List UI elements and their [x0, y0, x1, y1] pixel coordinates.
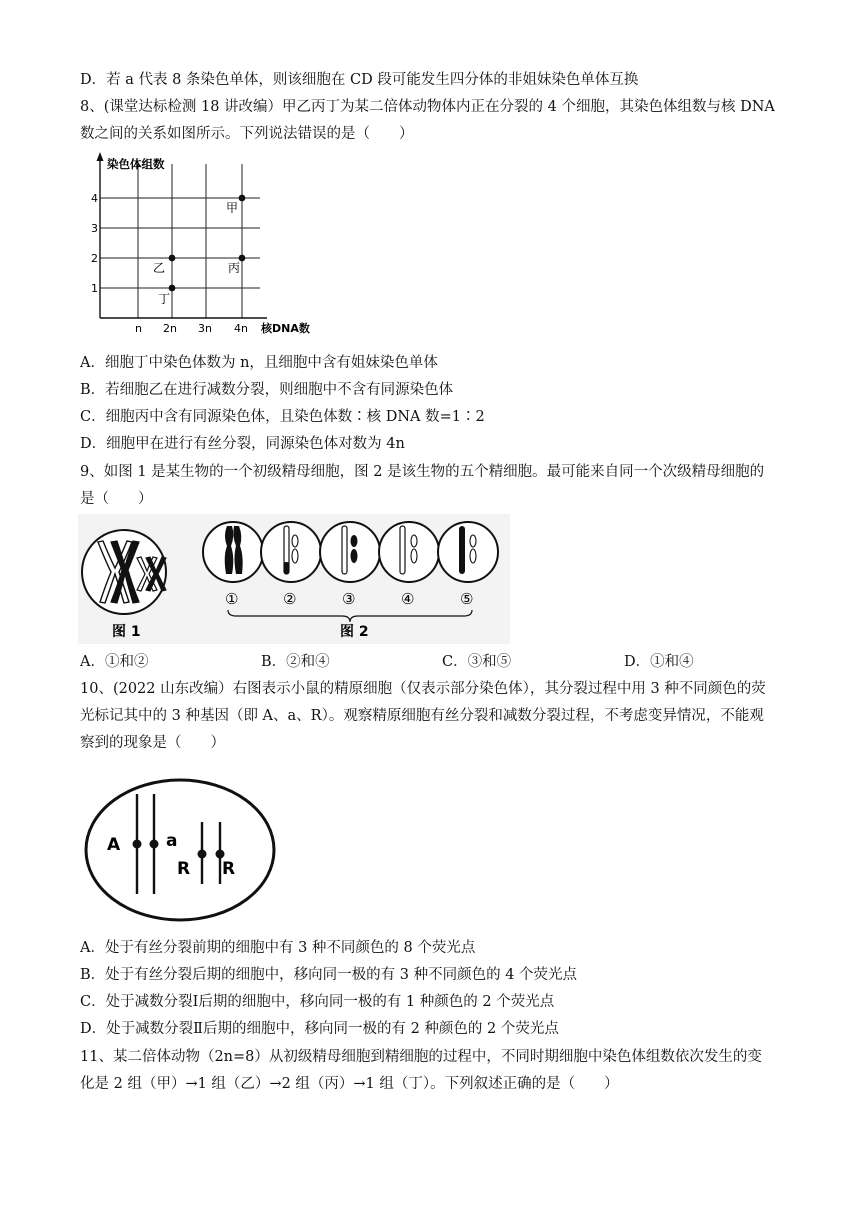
xtick-2n: 2n [163, 322, 177, 335]
fig2-label: 图 2 [340, 624, 369, 640]
ytick-3: 3 [91, 222, 98, 235]
q9-option-d: D．①和④ [624, 654, 694, 670]
fig2-label-3: ③ [342, 590, 356, 608]
q10-stem-line3: 察到的现象是（ ） [80, 735, 225, 751]
point-label-yi: 乙 [153, 261, 166, 275]
q9-stem-line2: 是（ ） [80, 491, 153, 507]
q10-option-b: B．处于有丝分裂后期的细胞中，移向同一极的有 3 种不同颜色的 4 个荧光点 [80, 967, 578, 983]
fig2-cell-2 [261, 522, 321, 582]
q9-option-a: A．①和② [80, 654, 149, 670]
graph-axes [97, 152, 268, 318]
q7-option-d: D．若 a 代表 8 条染色单体，则该细胞在 CD 段可能发生四分体的非姐妹染色单体互换 [80, 72, 639, 88]
q8-option-c: C．细胞丙中含有同源染色体，且染色体数∶核 DNA 数=1∶2 [80, 409, 485, 425]
gene-R1-label: R [177, 859, 191, 879]
point-label-bing: 丙 [228, 261, 241, 275]
gene-A-label: A [107, 835, 121, 855]
q8-stem-line1: 8、(课堂达标检测 18 讲改编）甲乙丙丁为某二倍体动物体内正在分裂的 4 个细胞，其染色体组数与核 DNA [80, 99, 775, 115]
q9-option-c: C．③和⑤ [442, 654, 512, 670]
ytick-2: 2 [91, 252, 98, 265]
q9-option-b: B．②和④ [261, 654, 330, 670]
ytick-4: 4 [91, 192, 98, 205]
fig2-label-4: ④ [401, 590, 415, 608]
ytick-1: 1 [91, 282, 98, 295]
point-ding [169, 285, 176, 292]
q11-stem-line2: 化是 2 组（甲）→1 组（乙）→2 组（丙）→1 组（丁）。下列叙述正确的是（ ） [80, 1076, 619, 1092]
fig2-label-2: ② [283, 590, 297, 608]
fig1-label: 图 1 [112, 624, 141, 640]
q8-option-a: A．细胞丁中染色体数为 n，且细胞中含有姐妹染色单体 [80, 355, 438, 371]
graph-grid [100, 164, 260, 318]
q10-cell-figure [80, 776, 280, 924]
fig2-cell-1 [203, 522, 263, 582]
fig2-cell-3 [320, 522, 380, 582]
q8-graph [85, 152, 335, 340]
gene-a-label: a [166, 831, 178, 851]
q10-option-a: A．处于有丝分裂前期的细胞中有 3 种不同颜色的 8 个荧光点 [80, 940, 476, 956]
xtick-n: n [135, 322, 142, 335]
q8-option-d: D．细胞甲在进行有丝分裂，同源染色体对数为 4n [80, 436, 405, 452]
point-label-ding: 丁 [158, 292, 171, 306]
fig2-cell-4 [379, 522, 439, 582]
graph-xlabel: 核DNA数 [261, 322, 310, 335]
fig2-label-1: ① [225, 590, 239, 608]
point-label-jia: 甲 [226, 201, 239, 215]
q10-option-c: C．处于减数分裂Ⅰ后期的细胞中，移向同一极的有 1 种颜色的 2 个荧光点 [80, 994, 555, 1010]
q8-stem-line2: 数之间的关系如图所示。下列说法错误的是（ ） [80, 126, 414, 142]
graph-ylabel: 染色体组数 [107, 157, 165, 171]
xtick-4n: 4n [234, 322, 248, 335]
q10-option-d: D．处于减数分裂Ⅱ后期的细胞中，移向同一极的有 2 种颜色的 2 个荧光点 [80, 1021, 559, 1037]
fig1-primary-spermatocyte [82, 530, 166, 614]
xtick-3n: 3n [198, 322, 212, 335]
point-yi [169, 255, 176, 262]
fig2-cell-5 [438, 522, 498, 582]
q10-stem-line2: 光标记其中的 3 种基因（即 A、a、R）。观察精原细胞有丝分裂和减数分裂过程，不考虑变异情况，不能观 [80, 708, 764, 724]
gene-R2-label: R [222, 859, 236, 879]
q10-stem-line1: 10、(2022 山东改编）右图表示小鼠的精原细胞（仅表示部分染色体），其分裂过程中用 3 种不同颜色的荧 [80, 681, 766, 697]
point-jia [239, 195, 246, 202]
q8-option-b: B．若细胞乙在进行减数分裂，则细胞中不含有同源染色体 [80, 382, 454, 398]
q11-stem-line1: 11、某二倍体动物（2n=8）从初级精母细胞到精细胞的过程中，不同时期细胞中染色体组数依次发生的变 [80, 1049, 762, 1065]
fig2-label-5: ⑤ [460, 590, 474, 608]
q9-stem-line1: 9、如图 1 是某生物的一个初级精母细胞，图 2 是该生物的五个精细胞。最可能来自同一个次级精母细胞的 [80, 464, 765, 480]
q9-figure [78, 514, 510, 644]
